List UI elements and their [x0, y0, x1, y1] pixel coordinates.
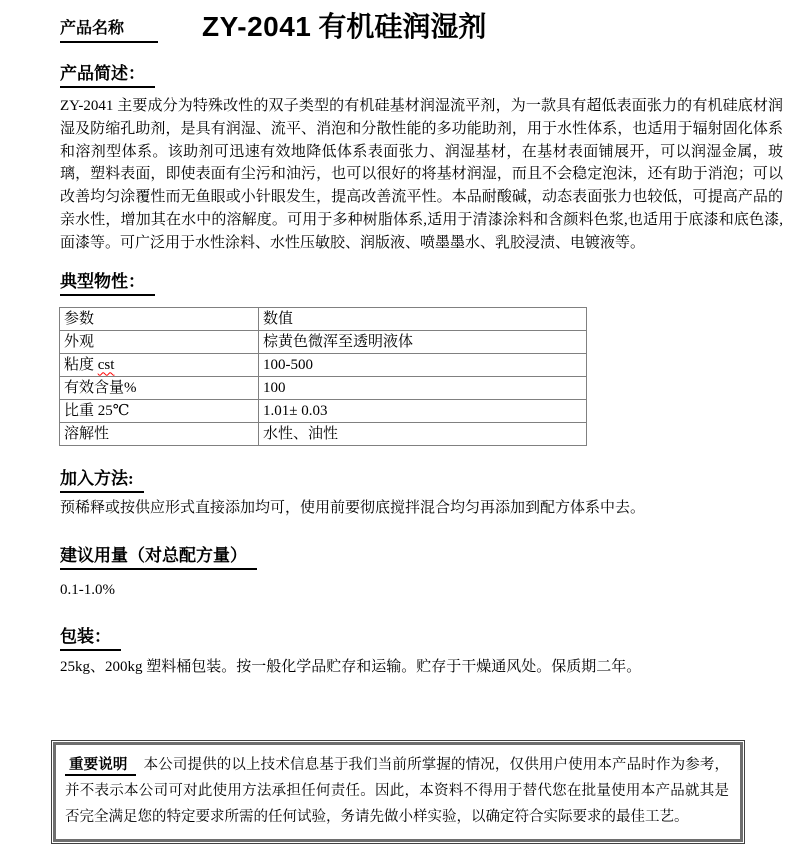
product-title: [202, 12, 486, 43]
section-summary-heading: 产品简述：: [60, 64, 785, 88]
table-row: [60, 376, 587, 399]
section-dosage-heading: 建议用量（对总配方量）: [60, 546, 785, 570]
product-name-label: 产品名称: [60, 20, 158, 43]
summary-paragraph: ZY-2041 主要成分为特殊改性的双子类型的有机硅基材润湿流平剂，为一款具有超低表面张力的有机硅底材润湿及防缩孔助剂，是具有润湿、流平、消泡和分散性能的多功能助剂，用于水性体系，也适用于辐射固化体系和溶剂型体系。该助剂可迅速有效地降低体系表面张力、润湿基材，在基材表面铺展开，可以润湿金属，玻璃，塑料表面，即使表面有尘污和油污，也可以很好的将基材润湿，而且不会稳定泡沫，还有助于消泡；可以改善均匀涂覆性而无鱼眼或小针眼发生，提高改善流平性。本品耐酸碱，动态表面张力也较低，可提高产品的亲水性，增加其在水中的溶解度。可用于多种树脂体系,适用于清漆涂料和含颜料色浆,也适用于底漆和底色漆,面漆等。可广泛用于水性涂料、水性压敏胶、润版液、喷墨墨水、乳胶浸渍、电镀液等。: [60, 98, 783, 251]
table-row: [60, 399, 587, 422]
table-cell: 外观: [60, 330, 259, 353]
table-header-cell: 数值: [259, 307, 587, 330]
table-cell: 棕黄色微浑至透明液体: [259, 330, 587, 353]
section-properties-heading: 典型物性：: [60, 272, 785, 296]
document-header: [60, 12, 785, 43]
table-cell: 溶解性: [60, 422, 259, 445]
table-row: [60, 422, 587, 445]
notice-body: 本公司提供的以上技术信息基于我们当前所掌握的情况，仅供用户使用本产品时作为参考，并不表示本公司可对此使用方法承担任何责任。因此，本资料不得用于替代您在批量使用本产品就其是否完全满足您的特定要求所需的任何试验，务请先做小样实验，以确定符合实际要求的最佳工艺。: [65, 756, 730, 825]
table-cell: 水性、油性: [259, 422, 587, 445]
product-model: ZY-2041: [202, 11, 312, 42]
product-cn-name: 有机硅润湿剂: [318, 12, 487, 43]
table-cell: 100: [259, 376, 587, 399]
table-cell: 比重 25℃: [60, 399, 259, 422]
table-cell: 粘度 cst: [60, 353, 259, 376]
table-header-row: [60, 307, 587, 330]
table-cell: 有效含量%: [60, 376, 259, 399]
table-cell: 100-500: [259, 353, 587, 376]
method-paragraph: 预稀释或按供应形式直接添加均可，使用前要彻底搅拌混合均匀再添加到配方体系中去。: [60, 499, 646, 516]
section-method-heading: 加入方法:: [60, 469, 785, 493]
table-row: [60, 330, 587, 353]
important-notice-box: [51, 740, 745, 844]
properties-table-body: [60, 307, 587, 445]
notice-heading: 重要说明: [65, 757, 136, 776]
table-header-cell: 参数: [60, 307, 259, 330]
packaging-paragraph: 25kg、200kg 塑料桶包装。按一般化学品贮存和运输。贮存于干燥通风处。保质期二年。: [60, 659, 642, 676]
table-cell: 1.01± 0.03: [259, 399, 587, 422]
section-packaging-heading: 包装：: [60, 627, 785, 651]
table-row: [60, 353, 587, 376]
properties-table: [59, 307, 587, 446]
notice-paragraph: [65, 752, 729, 830]
dosage-value: 0.1-1.0%: [60, 582, 115, 599]
